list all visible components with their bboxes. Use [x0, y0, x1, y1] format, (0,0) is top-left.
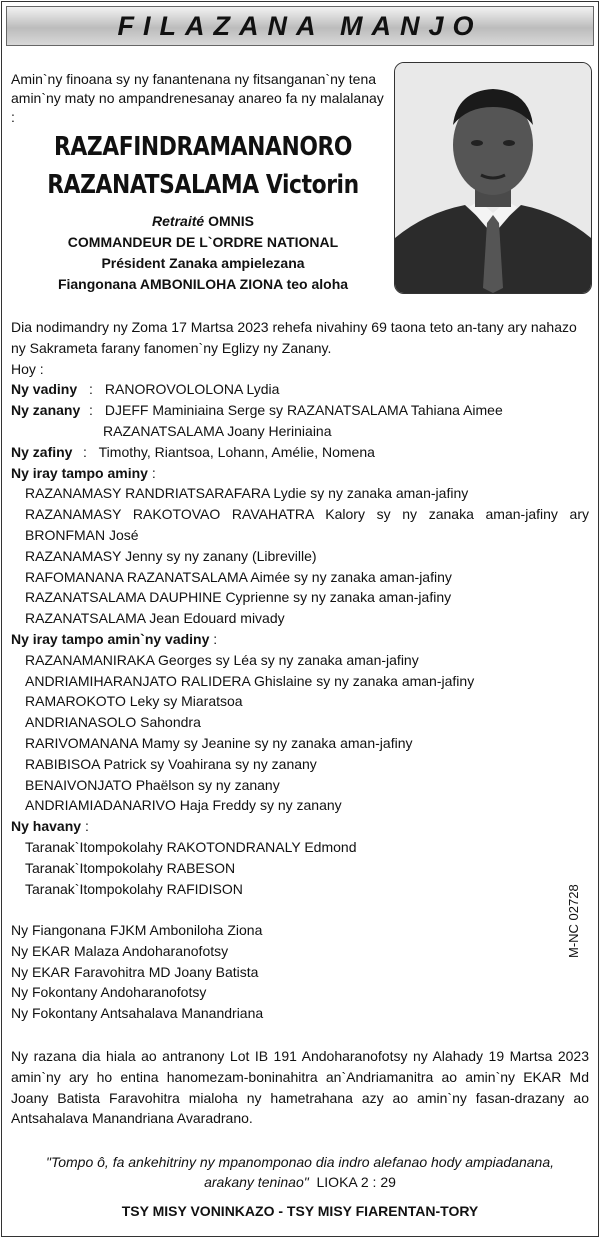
inlaw-siblings-label: Ny iray tampo amin`ny vadiny [11, 630, 210, 647]
grandchildren-names: Timothy, Riantsoa, Lohann, Amélie, Nomena [98, 443, 375, 460]
scripture-quote [20, 1152, 580, 1192]
quote-line1: "Tompo ô, fa ankehitriny ny mpanomponao dia indro alefanao hody ampiadanana, [45, 1154, 555, 1170]
reference-code: M-NC 02728 [566, 884, 581, 958]
children-line2: RAZANATSALAMA Joany Heriniaina [103, 422, 332, 439]
siblings-label: Ny iray tampo aminy [11, 464, 148, 481]
relatives-heading [11, 816, 589, 837]
grandchildren-row [11, 442, 589, 463]
relatives-label: Ny havany [11, 818, 82, 835]
list-item: RARIVOMANANA Mamy sy Jeanine sy ny zanaka aman-jafiny [25, 734, 413, 751]
retire-line [8, 212, 398, 230]
children-line1: DJEFF Maminiaina Serge sy RAZANATSALAMA Tahiana Aimee [104, 402, 503, 419]
list-item: Taranak`Itompokolahy RAFIDISON [25, 880, 243, 897]
deceased-name-line1: RAZAFINDRAMANANORO [53, 132, 353, 162]
list-item: RABIBISOA Patrick sy Voahirana sy ny zanany [25, 755, 317, 772]
list-item: BENAIVONJATO Phaëlson sy ny zanany [25, 776, 280, 793]
grandchildren-separator: : [83, 443, 87, 460]
burial-paragraph: Ny razana dia hiala ao antranony Lot IB 191 Andoharanofotsy ny Alahady 19 Martsa 2023 amin`ny ary ho entina hanomezam-boninahitra an`Andriamanitra ao amin`ny EKAR Md Joany Batista Faravohitra mialoha ny hametrahana azy ao amin`ny fasan-drazany ao Antsahalava Manandriana Avaradrano. [11, 1048, 589, 1127]
children-row [11, 400, 589, 421]
title-church: Fiangonana AMBONILOHA ZIONA teo aloha [57, 276, 349, 292]
spouse-row [11, 379, 589, 400]
intro-text [11, 70, 391, 127]
notice-banner: FILAZANA MANJO [6, 6, 594, 46]
list-item: Taranak`Itompokolahy RABESON [25, 859, 236, 876]
announcement-line: Dia nodimandry ny Zoma 17 Martsa 2023 rehefa nivahiny 69 taona teto an-tany ary nahazo [11, 319, 577, 335]
list-item: RAZANAMASY Jenny sy ny zanany (Libreville) [25, 547, 317, 564]
list-item: RAMAROKOTO Leky sy Miaratsoa [25, 693, 243, 710]
inlaw-siblings-separator: : [213, 630, 218, 647]
organization-item: Ny EKAR Malaza Andoharanofotsy [11, 942, 229, 959]
list-item: Taranak`Itompokolahy RAKOTONDRANALY Edmond [25, 838, 357, 855]
list-item: RAZANATSALAMA DAUPHINE Cyprienne sy ny zanaka aman-jafiny [25, 589, 452, 606]
organization-item: Ny Fokontany Antsahalava Manandriana [11, 1005, 264, 1022]
inlaw-siblings-heading [11, 629, 589, 650]
list-item: RAFOMANANA RAZANATSALAMA Aimée sy ny zanaka aman-jafiny [25, 568, 452, 585]
organization-item: Ny EKAR Faravohitra MD Joany Batista [11, 963, 259, 980]
children-label: Ny zanany [11, 402, 81, 419]
spouse-name: RANOROVOLOLONA Lydia [104, 381, 280, 398]
organizations-list [11, 920, 589, 1024]
list-item: RAZANAMASY RAKOTOVAO RAVAHATRA Kalory sy ny zanaka aman-jafiny ary [25, 506, 589, 523]
deceased-name-line2: RAZANATSALAMA Victorin [47, 170, 359, 200]
retire-org: OMNIS [208, 213, 254, 229]
list-item: ANDRIAMIHARANJATO RALIDERA Ghislaine sy ny zanaka aman-jafiny [25, 672, 475, 689]
siblings-separator: : [151, 464, 156, 481]
relatives-separator: : [84, 818, 89, 835]
announcement-line: Hoy : [11, 360, 44, 377]
quote-line2: arakany teninao" [204, 1174, 309, 1190]
list-item: ANDRIAMIADANARIVO Haja Freddy sy ny zanany [25, 797, 342, 814]
intro-line: Amin`ny finoana sy ny fanantenana ny fitsanganan`ny tena [11, 71, 377, 87]
organization-item: Ny Fokontany Andoharanofotsy [11, 984, 207, 1001]
portrait-photo [394, 62, 592, 294]
list-item: RAZANATSALAMA Jean Edouard mivady [25, 610, 285, 627]
grandchildren-label: Ny zafiny [11, 443, 73, 460]
list-item: RAZANAMANIRAKA Georges sy Léa sy ny zanaka aman-jafiny [25, 651, 419, 668]
spouse-separator: : [89, 381, 93, 398]
spouse-label: Ny vadiny [11, 381, 78, 398]
announcement-line: ny Sakrameta farany fanomen`ny Eglizy ny Zanany. [11, 339, 332, 356]
intro-line: amin`ny maty no ampandrenesanay anareo fa ny malalanay : [11, 90, 384, 125]
list-item: BRONFMAN José [25, 526, 139, 543]
quote-reference: LIOKA 2 : 29 [316, 1174, 396, 1190]
list-item: RAZANAMASY RANDRIATSARAFARA Lydie sy ny zanaka aman-jafiny [25, 485, 469, 502]
children-separator: : [89, 402, 93, 419]
organization-item: Ny Fiangonana FJKM Amboniloha Ziona [11, 922, 263, 938]
title-president: Président Zanaka ampielezana [101, 255, 305, 271]
list-item: ANDRIANASOLO Sahondra [25, 714, 201, 731]
announcement-section [11, 317, 589, 899]
siblings-heading [11, 463, 589, 484]
portrait-illustration [395, 63, 591, 293]
footer-notice: TSY MISY VONINKAZO - TSY MISY FIARENTAN-TORY [121, 1203, 479, 1219]
title-order: COMMANDEUR DE L`ORDRE NATIONAL [67, 234, 339, 250]
retire-prefix: Retraité [152, 213, 205, 229]
